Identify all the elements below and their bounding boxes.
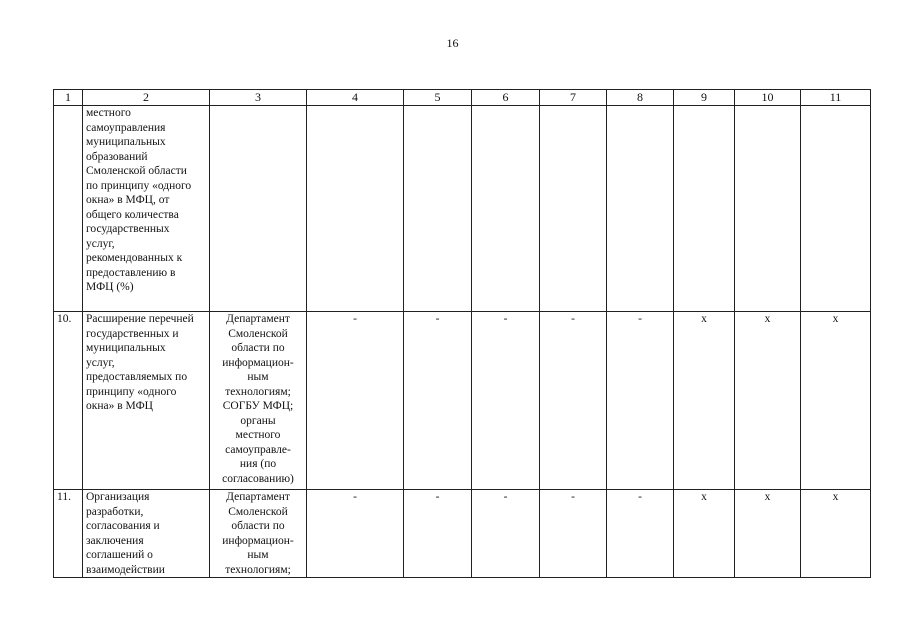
value-cell: х [801,312,871,490]
text-line: Смоленской [228,505,288,518]
responsible-cell [210,106,307,312]
row-number [54,106,83,312]
text-line: Департамент [226,491,290,503]
value-cell: х [674,490,735,578]
value-cell [607,106,674,312]
value-cell: х [735,312,801,490]
value-cell: - [472,312,540,490]
column-header: 1 [54,90,83,106]
text-line: образований [86,150,148,163]
column-header: 9 [674,90,735,106]
measure-name [83,106,210,312]
text-line: информацион- [222,356,294,369]
text-line: местного [235,429,281,441]
value-cell: - [472,490,540,578]
column-header: 11 [801,90,871,106]
value-cell: - [540,490,607,578]
responsible-cell [210,490,307,578]
value-cell: х [735,490,801,578]
text-line: предоставляемых по [86,371,188,383]
text-line: общего количества [86,208,179,221]
value-cell [735,106,801,312]
text-line: услуг, [86,237,115,250]
measure-name [83,490,210,578]
text-line: информацион- [222,534,294,547]
text-line: области по [231,520,285,532]
text-line: местного [86,107,131,119]
responsible-cell [210,312,307,490]
text-line: ния (по [239,458,277,470]
text-line: рекомендованных к [86,252,183,264]
text-line: Департамент [226,313,290,325]
value-cell: - [607,490,674,578]
text-line: муниципальных [86,342,166,354]
value-cell [540,106,607,312]
text-line: окна» в МФЦ, от [86,194,170,206]
text-line: согласованию) [222,472,294,485]
text-line: услуг, [86,356,115,369]
text-line: ным [247,549,269,561]
column-header: 6 [472,90,540,106]
text-line: государственных [86,223,170,235]
value-cell: - [404,312,472,490]
text-line: органы [240,414,276,427]
text-line: Смоленской [228,327,288,340]
table-header-row [54,90,871,106]
row-number: 11. [54,490,83,578]
table-row [54,490,871,578]
value-cell: - [607,312,674,490]
text-line: принципу «одного [86,385,177,398]
value-cell: - [540,312,607,490]
table-row [54,106,871,312]
text-line: самоуправления [86,121,166,134]
text-line: области по [231,342,285,354]
value-cell: - [307,490,404,578]
column-header: 8 [607,90,674,106]
value-cell [801,106,871,312]
text-line: соглашений о [86,549,153,561]
page-number: 16 [446,36,459,50]
value-cell [307,106,404,312]
table-row [54,312,871,490]
text-line: взаимодействии [86,563,165,576]
value-cell [404,106,472,312]
text-line: предоставлению в [86,266,176,279]
text-line: ным [247,371,269,383]
value-cell: - [404,490,472,578]
column-header: 5 [404,90,472,106]
text-line: согласования и [86,520,160,532]
document-table [53,89,871,578]
measure-name [83,312,210,490]
column-header: 3 [210,90,307,106]
text-line: заключения [86,534,144,547]
column-header: 10 [735,90,801,106]
text-line: муниципальных [86,136,166,148]
text-line: МФЦ (%) [86,281,134,293]
text-line: технологиям; [225,563,291,576]
text-line: Расширение перечней [86,313,194,325]
value-cell: х [674,312,735,490]
text-line: Организация [86,491,150,503]
text-line: разработки, [86,505,144,518]
column-header: 2 [83,90,210,106]
text-line: технологиям; [225,385,291,398]
value-cell: - [307,312,404,490]
text-line: самоуправле- [225,443,291,456]
text-line: Смоленской области [86,165,187,177]
value-cell: х [801,490,871,578]
value-cell [674,106,735,312]
text-line: по принципу «одного [86,179,192,192]
column-header: 7 [540,90,607,106]
text-line: государственных и [86,327,179,340]
row-number: 10. [54,312,83,490]
text-line: СОГБУ МФЦ; [222,400,294,412]
value-cell [472,106,540,312]
text-line: окна» в МФЦ [86,400,153,412]
column-header: 4 [307,90,404,106]
